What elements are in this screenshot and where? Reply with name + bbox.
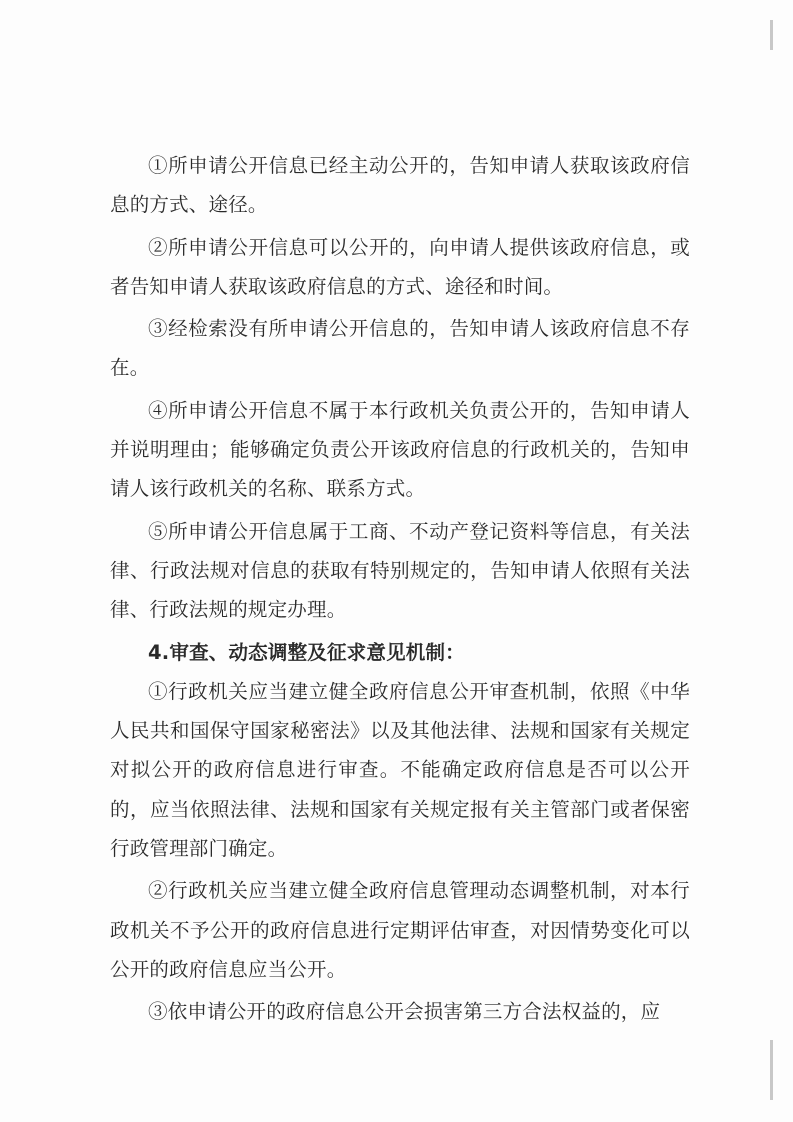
paragraph-2: ②所申请公开信息可以公开的，向申请人提供该政府信息，或者告知申请人获取该政府信息的方式、途径和时间。: [110, 235, 690, 298]
document-body: [110, 146, 690, 1032]
paragraph-3: ③经检索没有所申请公开信息的，告知申请人该政府信息不存在。: [110, 317, 690, 380]
paragraph-1: ①所申请公开信息已经主动公开的，告知申请人获取该政府信息的方式、途径。: [110, 154, 690, 217]
section-paragraph-3: ③依申请公开的政府信息公开会损害第三方合法权益的，应: [148, 1000, 661, 1024]
paragraph-4: ④所申请公开信息不属于本行政机关负责公开的，告知申请人并说明理由；能够确定负责公开该政府信息的行政机关的，告知申请人该行政机关的名称、联系方式。: [110, 398, 690, 501]
scan-edge-mark: [770, 20, 773, 50]
section-paragraph-1: ①行政机关应当建立健全政府信息公开审查机制，依照《中华人民共和国保守国家秘密法》以及其他法律、法规和国家有关规定对拟公开的政府信息进行审查。不能确定政府信息是否可以公开的，应当依照法律、法规和国家有关规定报有关主管部门或者保密行政管理部门确定。: [110, 679, 690, 861]
scan-edge-mark: [770, 1040, 773, 1100]
paragraph-5: ⑤所申请公开信息属于工商、不动产登记资料等信息，有关法律、行政法规对信息的获取有特别规定的，告知申请人依照有关法律、行政法规的规定办理。: [110, 519, 690, 622]
section-paragraph-2: ②行政机关应当建立健全政府信息管理动态调整机制，对本行政机关不予公开的政府信息进行定期评估审查，对因情势变化可以公开的政府信息应当公开。: [110, 879, 690, 981]
section-heading: 4.审查、动态调整及征求意见机制：: [148, 640, 465, 664]
